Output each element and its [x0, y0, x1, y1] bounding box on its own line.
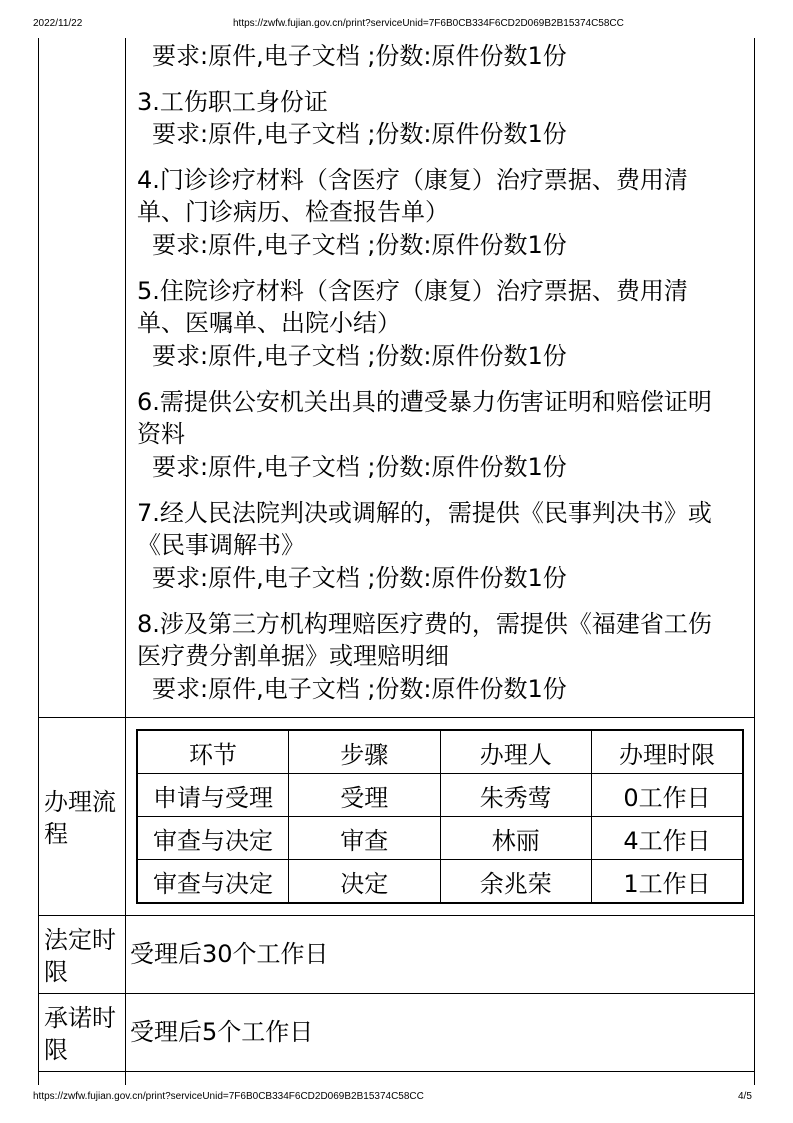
material-item-title: 医疗费分割单据》或理赔明细 [137, 642, 449, 670]
material-item-title: 单、门诊病历、检查报告单） [137, 198, 449, 226]
table-cell: 余兆荣 [440, 860, 592, 904]
material-item-title: 5.住院诊疗材料（含医疗（康复）治疗票据、费用清 [137, 277, 688, 305]
row-divider-process [38, 717, 755, 718]
table-cell: 朱秀莺 [440, 774, 592, 817]
column-header: 办理人 [440, 730, 592, 774]
process-table [136, 729, 744, 904]
legal-limit-value: 受理后30个工作日 [130, 940, 329, 968]
table-cell: 申请与受理 [137, 774, 289, 817]
column-header: 办理时限 [592, 730, 744, 774]
material-item-title: 4.门诊诊疗材料（含医疗（康复）治疗票据、费用清 [137, 166, 688, 194]
material-item-title: 6.需提供公安机关出具的遭受暴力伤害证明和赔偿证明 [137, 388, 712, 416]
table-cell: 审查与决定 [137, 817, 289, 860]
column-header: 环节 [137, 730, 289, 774]
table-left-border [38, 38, 39, 1085]
table-row [137, 817, 743, 860]
material-item-title: 8.涉及第三方机构理赔医疗费的，需提供《福建省工伤 [137, 610, 712, 638]
material-item-title: 单、医嘱单、出院小结） [137, 309, 401, 337]
process-table-header [137, 730, 743, 774]
material-item-title: 7.经人民法院判决或调解的，需提供《民事判决书》或 [137, 499, 712, 527]
table-cell: 4工作日 [592, 817, 744, 860]
material-item-title: 3.工伤职工身份证 [137, 88, 328, 116]
print-date: 2022/11/22 [33, 18, 83, 29]
promised-limit-value: 受理后5个工作日 [130, 1018, 314, 1046]
table-column-divider [125, 38, 126, 1085]
table-cell: 决定 [289, 860, 441, 904]
material-requirement: 要求:原件,电子文档 ;份数:原件份数1份 [152, 453, 567, 481]
material-requirement: 要求:原件,电子文档 ;份数:原件份数1份 [152, 675, 567, 703]
table-cell: 审查 [289, 817, 441, 860]
material-requirement: 要求:原件,电子文档 ;份数:原件份数1份 [152, 42, 567, 70]
table-cell: 审查与决定 [137, 860, 289, 904]
material-item-title: 《民事调解书》 [137, 531, 305, 559]
material-requirement: 要求:原件,电子文档 ;份数:原件份数1份 [152, 120, 567, 148]
table-cell: 0工作日 [592, 774, 744, 817]
material-requirement: 要求:原件,电子文档 ;份数:原件份数1份 [152, 231, 567, 259]
table-right-border [754, 38, 755, 1085]
table-cell: 1工作日 [592, 860, 744, 904]
material-requirement: 要求:原件,电子文档 ;份数:原件份数1份 [152, 342, 567, 370]
material-requirement: 要求:原件,电子文档 ;份数:原件份数1份 [152, 564, 567, 592]
row-divider-bottom [38, 1071, 755, 1072]
table-cell: 受理 [289, 774, 441, 817]
row-divider-promised [38, 993, 755, 994]
footer-url: https://zwfw.fujian.gov.cn/print?serviceUnid=7F6B0CB334F6CD2D069B2B15374C58CC [33, 1091, 424, 1102]
print-url: https://zwfw.fujian.gov.cn/print?serviceUnid=7F6B0CB334F6CD2D069B2B15374C58CC [233, 18, 624, 29]
material-item-title: 资料 [137, 420, 185, 448]
row-divider-legal [38, 915, 755, 916]
process-label: 办理流程 [44, 788, 116, 848]
legal-limit-label: 法定时限 [44, 926, 116, 986]
page-number: 4/5 [738, 1091, 752, 1102]
table-cell: 林丽 [440, 817, 592, 860]
promised-limit-label: 承诺时限 [44, 1004, 116, 1064]
column-header: 步骤 [289, 730, 441, 774]
table-row [137, 774, 743, 817]
table-row [137, 860, 743, 904]
